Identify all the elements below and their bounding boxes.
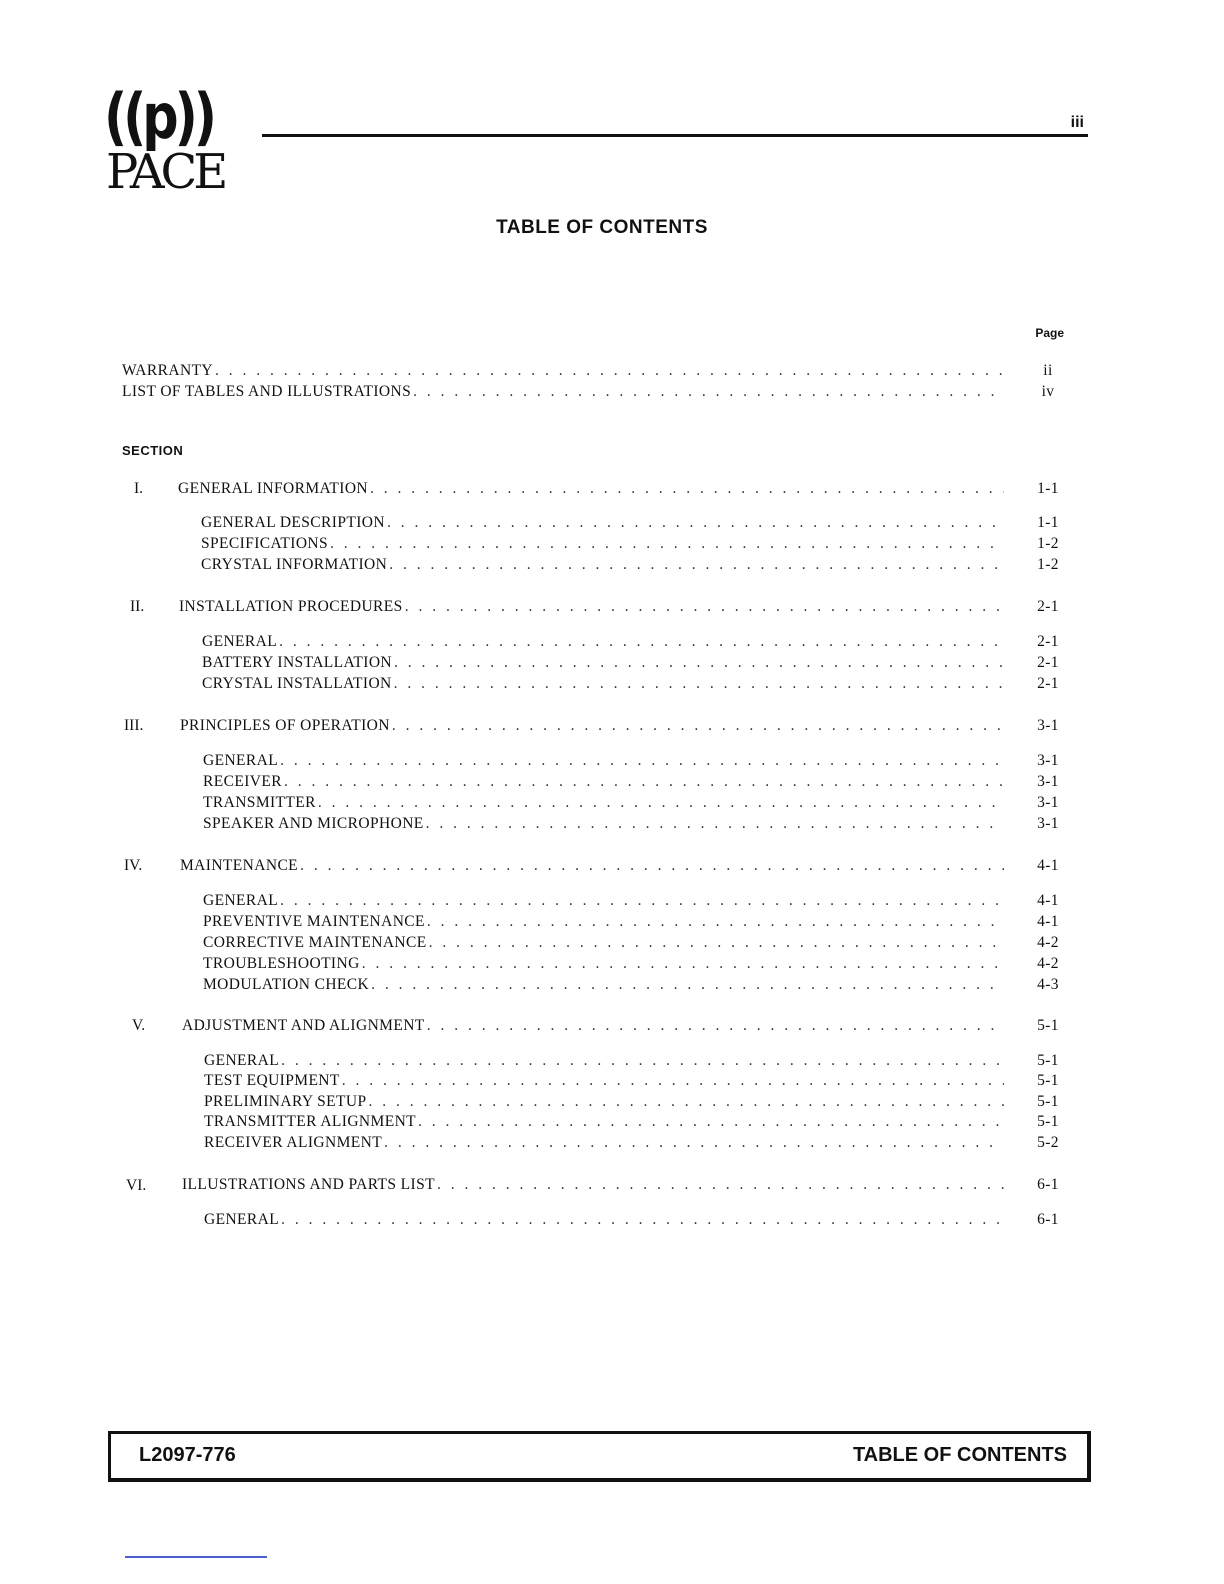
dot-leader: [318, 794, 1004, 812]
toc-section-general-information[interactable]: [178, 480, 1059, 500]
section-numeral: VI.: [126, 1177, 147, 1194]
toc-item[interactable]: [204, 1134, 1059, 1154]
toc-section-page: 4-1: [1037, 857, 1059, 874]
toc-section-title: PRINCIPLES OF OPERATION: [180, 717, 390, 734]
toc-section-maintenance[interactable]: [180, 857, 1059, 877]
toc-section-title: ILLUSTRATIONS AND PARTS LIST: [182, 1176, 435, 1193]
toc-item[interactable]: [202, 654, 1059, 674]
toc-item[interactable]: [203, 913, 1059, 933]
dot-leader: [427, 913, 1004, 931]
toc-item-title: GENERAL: [204, 1211, 280, 1228]
dot-leader: [394, 675, 1004, 693]
toc-item-title: GENERAL: [203, 892, 279, 909]
toc-item[interactable]: [203, 794, 1059, 814]
toc-item[interactable]: [203, 815, 1059, 835]
toc-section-adjustment-and-alignment[interactable]: [182, 1017, 1059, 1037]
toc-item[interactable]: [204, 1211, 1059, 1231]
footer-box: [108, 1431, 1091, 1482]
toc-item[interactable]: [201, 514, 1059, 534]
toc-item-page: 3-1: [1037, 815, 1059, 832]
dot-leader: [342, 1072, 1004, 1090]
toc-item[interactable]: [203, 934, 1059, 954]
toc-item-page: 2-1: [1037, 675, 1059, 692]
toc-item-title: SPEAKER AND MICROPHONE: [203, 815, 424, 832]
pace-wordmark: PACE: [106, 144, 225, 200]
dot-leader: [284, 773, 1004, 791]
dot-leader: [370, 480, 1004, 498]
footer-label: TABLE OF CONTENTS: [852, 1444, 1067, 1466]
toc-entry-list-of-tables[interactable]: [122, 383, 1055, 403]
toc-item-title: PRELIMINARY SETUP: [204, 1093, 367, 1110]
section-numeral: V.: [132, 1017, 146, 1034]
toc-item-title: CRYSTAL INSTALLATION: [202, 675, 392, 692]
toc-item[interactable]: [203, 955, 1059, 975]
toc-item[interactable]: [202, 675, 1059, 695]
dot-leader: [429, 934, 1004, 952]
toc-item-page: 4-2: [1037, 955, 1059, 972]
toc-section-page: 5-1: [1037, 1017, 1059, 1034]
section-numeral: III.: [124, 717, 144, 734]
dot-leader: [392, 717, 1004, 735]
toc-item-page: 2-1: [1037, 654, 1059, 671]
toc-item-page: 6-1: [1037, 1211, 1059, 1228]
toc-entry-title: WARRANTY: [122, 362, 214, 379]
toc-item[interactable]: [203, 892, 1059, 912]
toc-section-title: INSTALLATION PROCEDURES: [179, 598, 403, 615]
toc-item-title: TRANSMITTER ALIGNMENT: [204, 1113, 417, 1130]
dot-leader: [369, 1093, 1004, 1111]
toc-item[interactable]: [204, 1113, 1059, 1133]
toc-item-page: 5-1: [1037, 1093, 1059, 1110]
toc-item-page: 5-1: [1037, 1072, 1059, 1089]
toc-item-page: 5-1: [1037, 1113, 1059, 1130]
toc-item-title: TRANSMITTER: [203, 794, 316, 811]
toc-item-title: SPECIFICATIONS: [201, 535, 329, 552]
page-number: iii: [1070, 114, 1084, 131]
toc-section-principles-of-operation[interactable]: [180, 717, 1059, 737]
toc-item-page: 4-2: [1037, 934, 1059, 951]
toc-item[interactable]: [204, 1052, 1059, 1072]
dot-leader: [362, 955, 1004, 973]
pace-signal-logo-icon: ((p)): [104, 80, 213, 153]
toc-item-page: 4-3: [1037, 976, 1059, 993]
toc-item-title: CRYSTAL INFORMATION: [201, 556, 388, 573]
toc-item[interactable]: [202, 633, 1059, 653]
section-numeral: II.: [130, 598, 145, 615]
dot-leader: [280, 892, 1004, 910]
toc-item-page: 3-1: [1037, 773, 1059, 790]
toc-item[interactable]: [203, 752, 1059, 772]
toc-item-title: GENERAL: [204, 1052, 280, 1069]
dot-leader: [405, 598, 1004, 616]
dot-leader: [279, 633, 1004, 651]
scan-underline-mark: [125, 1556, 267, 1558]
toc-item[interactable]: [201, 535, 1059, 555]
toc-item-page: 3-1: [1037, 794, 1059, 811]
toc-item-title: RECEIVER ALIGNMENT: [204, 1134, 383, 1151]
toc-item-title: CORRECTIVE MAINTENANCE: [203, 934, 427, 951]
toc-item-title: PREVENTIVE MAINTENANCE: [203, 913, 425, 930]
page-column-label: Page: [1035, 326, 1064, 340]
document-number: L2097-776: [139, 1444, 236, 1466]
toc-item-page: 1-1: [1037, 514, 1059, 531]
toc-entry-page: iv: [1041, 383, 1055, 400]
toc-item-title: TEST EQUIPMENT: [204, 1072, 340, 1089]
toc-section-page: 3-1: [1037, 717, 1059, 734]
dot-leader: [394, 654, 1004, 672]
toc-item[interactable]: [203, 773, 1059, 793]
dot-leader: [389, 556, 1004, 574]
toc-item-title: GENERAL DESCRIPTION: [201, 514, 385, 531]
dot-leader: [280, 752, 1004, 770]
section-numeral: IV.: [124, 857, 143, 874]
toc-item[interactable]: [204, 1072, 1059, 1092]
toc-item-title: RECEIVER: [203, 773, 282, 790]
toc-entry-title: LIST OF TABLES AND ILLUSTRATIONS: [122, 383, 412, 400]
dot-leader: [330, 535, 1004, 553]
toc-entry-warranty[interactable]: [122, 362, 1053, 382]
toc-item-page: 5-1: [1037, 1052, 1059, 1069]
toc-section-installation-procedures[interactable]: [179, 598, 1059, 618]
toc-section-title: MAINTENANCE: [180, 857, 299, 874]
toc-item-page: 3-1: [1037, 752, 1059, 769]
toc-section-page: 6-1: [1037, 1176, 1059, 1193]
dot-leader: [387, 514, 1004, 532]
toc-section-page: 2-1: [1037, 598, 1059, 615]
toc-item[interactable]: [203, 976, 1059, 996]
dot-leader: [426, 815, 1004, 833]
page-title: TABLE OF CONTENTS: [496, 217, 708, 238]
toc-section-illustrations-and-parts-list[interactable]: [182, 1176, 1059, 1196]
section-heading: SECTION: [122, 443, 184, 458]
toc-item[interactable]: [204, 1093, 1059, 1113]
toc-item-page: 1-2: [1037, 556, 1059, 573]
toc-item-page: 4-1: [1037, 913, 1059, 930]
dot-leader: [427, 1017, 1004, 1035]
toc-section-title: GENERAL INFORMATION: [178, 480, 369, 497]
toc-item-title: TROUBLESHOOTING: [203, 955, 360, 972]
dot-leader: [215, 362, 1004, 380]
dot-leader: [300, 857, 1004, 875]
toc-item-page: 4-1: [1037, 892, 1059, 909]
dot-leader: [437, 1176, 1004, 1194]
toc-item-title: GENERAL: [202, 633, 278, 650]
toc-entry-page: ii: [1043, 362, 1053, 379]
section-numeral: I.: [134, 480, 144, 497]
toc-item-page: 5-2: [1037, 1134, 1059, 1151]
dot-leader: [418, 1113, 1004, 1131]
dot-leader: [413, 383, 1004, 401]
toc-item-page: 1-2: [1037, 535, 1059, 552]
toc-item-title: MODULATION CHECK: [203, 976, 370, 993]
toc-section-title: ADJUSTMENT AND ALIGNMENT: [182, 1017, 425, 1034]
header-rule: [262, 134, 1088, 137]
toc-item-title: BATTERY INSTALLATION: [202, 654, 393, 671]
toc-item[interactable]: [201, 556, 1059, 576]
dot-leader: [384, 1134, 1004, 1152]
dot-leader: [371, 976, 1004, 994]
dot-leader: [281, 1052, 1004, 1070]
toc-item-page: 2-1: [1037, 633, 1059, 650]
toc-item-title: GENERAL: [203, 752, 279, 769]
dot-leader: [281, 1211, 1004, 1229]
toc-section-page: 1-1: [1037, 480, 1059, 497]
